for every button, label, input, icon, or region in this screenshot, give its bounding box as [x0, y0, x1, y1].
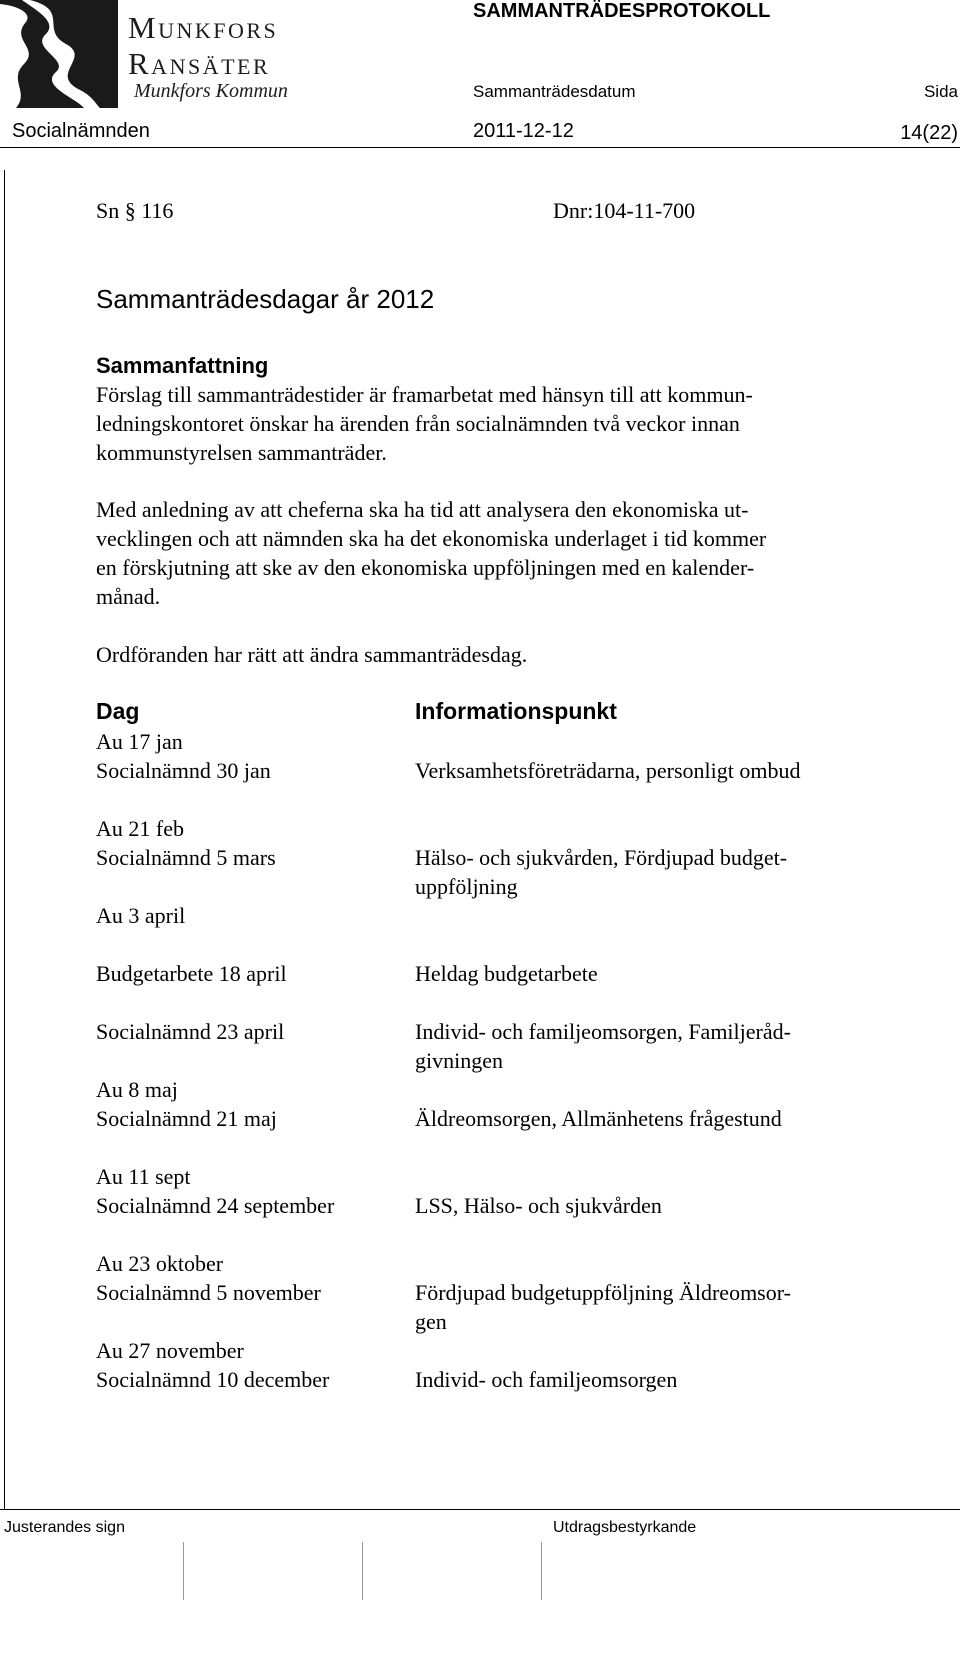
schedule-dates: [96, 1249, 321, 1307]
logo-text-line3: Munkfors Kommun: [134, 80, 288, 102]
summary-paragraph-1: [96, 380, 753, 467]
logo-text-line2: Ransäter: [128, 46, 271, 81]
info-line: givningen: [415, 1048, 503, 1073]
municipality-logo: [0, 0, 300, 112]
info-line: Verksamhetsföreträdarna, personligt ombud: [415, 758, 801, 783]
schedule-info: [415, 1278, 791, 1336]
date-line: Au 23 oktober: [96, 1251, 224, 1276]
info-line: LSS, Hälso- och sjukvården: [415, 1193, 662, 1218]
schedule-info: [415, 1191, 662, 1220]
left-margin-rule: [4, 170, 5, 1510]
column-header-info: Informationspunkt: [415, 698, 617, 724]
info-line: Heldag budgetarbete: [415, 961, 598, 986]
info-line: uppföljning: [415, 874, 518, 899]
schedule-info: [415, 756, 801, 785]
date-line: Socialnämnd 23 april: [96, 1019, 285, 1044]
date-line: Budgetarbete 18 april: [96, 961, 287, 986]
signature-box-divider: [183, 1542, 184, 1600]
info-line: Äldreomsorgen, Allmänhetens frågestund: [415, 1106, 782, 1131]
date-line: Au 27 november: [96, 1338, 244, 1363]
schedule-dates: [96, 1336, 329, 1394]
footer-divider: [0, 1509, 960, 1510]
info-line: Individ- och familjeomsorgen, Familjeråd-: [415, 1019, 791, 1044]
date-line: Au 21 feb: [96, 816, 184, 841]
paragraph-line: Med anledning av att cheferna ska ha tid att analysera den ekonomiska ut-: [96, 497, 749, 522]
paragraph-line: kommunstyrelsen sammanträder.: [96, 440, 387, 465]
paragraph-line: Förslag till sammanträdestider är framarbetat med hänsyn till att kommun-: [96, 382, 753, 407]
schedule-dates: [96, 1075, 277, 1133]
schedule-info: [415, 959, 598, 988]
schedule-info: [415, 1017, 791, 1075]
schedule-dates: [96, 1162, 334, 1220]
item-number: Sn § 116: [96, 198, 174, 223]
document-type: SAMMANTRÄDESPROTOKOLL: [473, 0, 771, 22]
info-line: Hälso- och sjukvården, Fördjupad budget-: [415, 845, 788, 870]
date-line: Au 11 sept: [96, 1164, 191, 1189]
logo-text-line1: Munkfors: [128, 10, 279, 45]
summary-paragraph-3: [96, 640, 527, 669]
date-line: Au 8 maj: [96, 1077, 178, 1102]
schedule-info: [415, 1104, 782, 1133]
committee-name: Socialnämnden: [12, 120, 150, 142]
paragraph-line: ledningskontoret önskar ha ärenden från socialnämnden två veckor innan: [96, 411, 740, 436]
meeting-date-label: Sammanträdesdatum: [473, 82, 636, 101]
paragraph-line: Ordföranden har rätt att ändra sammanträdesdag.: [96, 642, 528, 667]
extract-certification-label: Utdragsbestyrkande: [553, 1519, 697, 1536]
schedule-dates: [96, 901, 185, 930]
signature-box-divider: [541, 1542, 542, 1600]
date-line: Socialnämnd 10 december: [96, 1367, 330, 1392]
info-line: Individ- och familjeomsorgen: [415, 1367, 678, 1392]
date-line: Socialnämnd 21 maj: [96, 1106, 277, 1131]
paragraph-line: månad.: [96, 584, 161, 609]
page-label: Sida: [923, 82, 958, 101]
page-number: 14(22): [900, 122, 958, 144]
schedule-dates: [96, 727, 271, 785]
date-line: Socialnämnd 24 september: [96, 1193, 335, 1218]
schedule-info: [415, 1365, 677, 1394]
paragraph-line: vecklingen och att nämnden ska ha det ekonomiska underlaget i tid kommer: [96, 526, 767, 551]
registration-number: Dnr:104-11-700: [553, 198, 696, 223]
summary-heading: Sammanfattning: [96, 353, 269, 378]
summary-paragraph-2: [96, 495, 766, 611]
schedule-info: [415, 843, 787, 901]
date-line: Socialnämnd 5 november: [96, 1280, 321, 1305]
header-divider: [0, 147, 960, 148]
meeting-date: 2011-12-12: [473, 120, 574, 142]
signature-label: Justerandes sign: [4, 1519, 125, 1536]
info-line: Fördjupad budgetuppföljning Äldreomsor-: [415, 1280, 791, 1305]
date-line: Au 17 jan: [96, 729, 183, 754]
date-line: Socialnämnd 30 jan: [96, 758, 271, 783]
date-line: Socialnämnd 5 mars: [96, 845, 276, 870]
item-title: Sammanträdesdagar år 2012: [96, 284, 435, 314]
river-emblem-icon: [0, 0, 128, 112]
info-line: gen: [415, 1309, 447, 1334]
column-header-day: Dag: [96, 698, 140, 724]
schedule-dates: [96, 814, 276, 872]
signature-box-divider: [362, 1542, 363, 1600]
paragraph-line: en förskjutning att ske av den ekonomiska uppföljningen med en kalender-: [96, 555, 755, 580]
date-line: Au 3 april: [96, 903, 186, 928]
schedule-dates: [96, 1017, 284, 1046]
schedule-dates: [96, 959, 287, 988]
